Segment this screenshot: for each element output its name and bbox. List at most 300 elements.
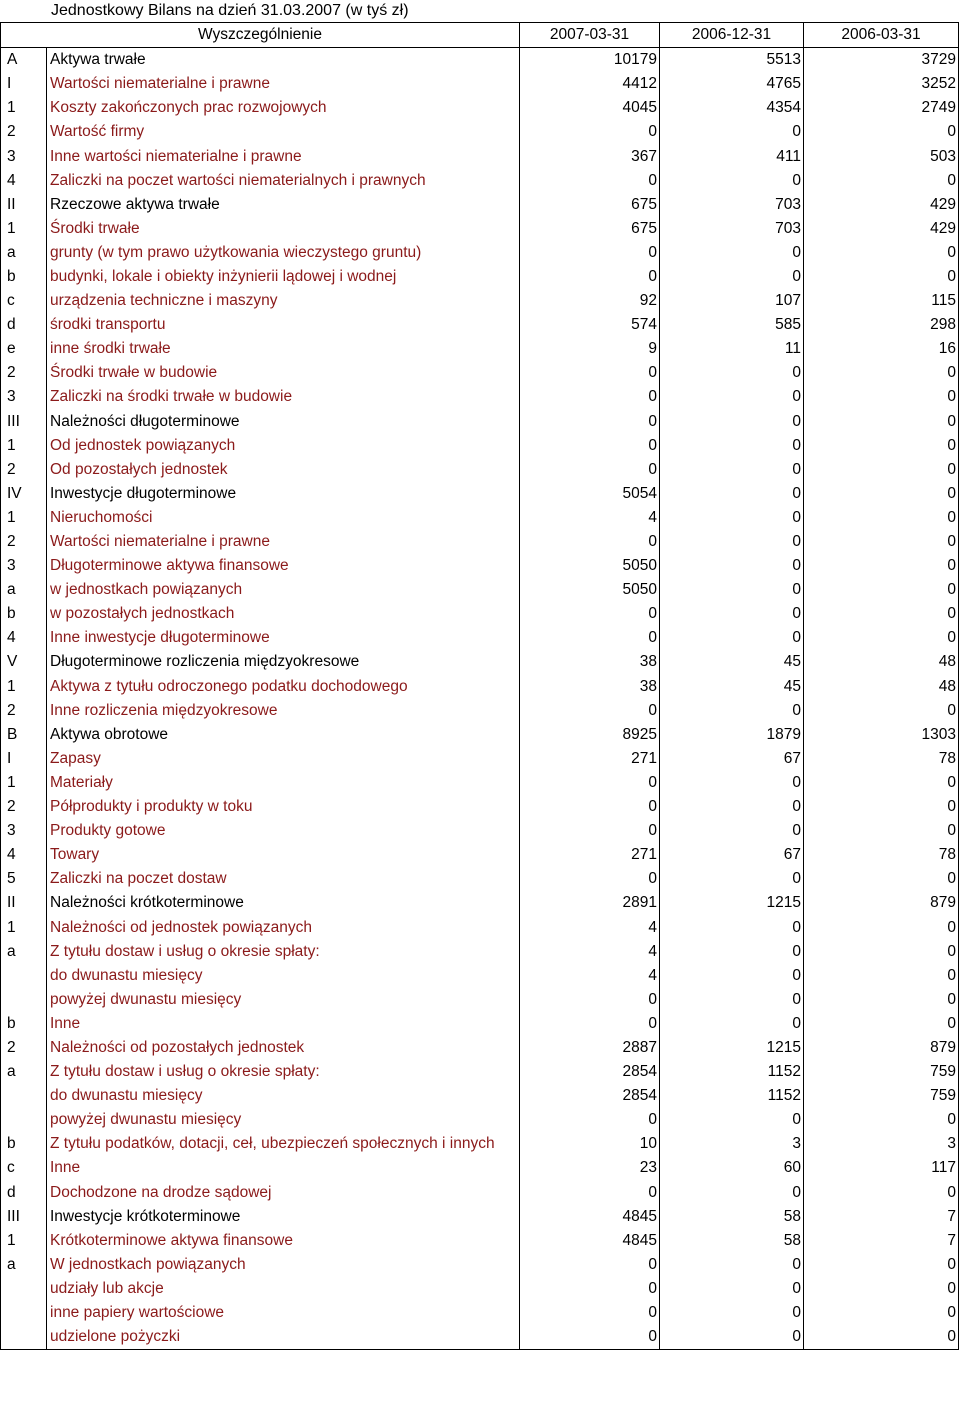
value-2007-03-31: 0 (520, 1181, 660, 1205)
table-row (1, 1325, 959, 1350)
row-label: urządzenia techniczne i maszyny (47, 289, 520, 313)
row-label: Długoterminowe aktywa finansowe (47, 554, 520, 578)
row-code (1, 1301, 47, 1325)
value-2006-03-31: 0 (804, 699, 959, 723)
row-label: Wartości niematerialne i prawne (47, 530, 520, 554)
row-label: Koszty zakończonych prac rozwojowych (47, 96, 520, 120)
value-2007-03-31: 0 (520, 530, 660, 554)
table-row (1, 1277, 959, 1301)
row-code: 4 (1, 843, 47, 867)
table-row (1, 915, 959, 939)
value-2006-12-31: 0 (660, 506, 804, 530)
row-code: a (1, 241, 47, 265)
value-2007-03-31: 2854 (520, 1084, 660, 1108)
row-code: 2 (1, 1036, 47, 1060)
table-row (1, 867, 959, 891)
value-2006-12-31: 1879 (660, 723, 804, 747)
row-label: Inwestycje krótkoterminowe (47, 1205, 520, 1229)
value-2007-03-31: 4845 (520, 1229, 660, 1253)
value-2007-03-31: 4 (520, 506, 660, 530)
value-2006-12-31: 0 (660, 434, 804, 458)
row-code: 3 (1, 554, 47, 578)
value-2007-03-31: 0 (520, 795, 660, 819)
row-label: powyżej dwunastu miesięcy (47, 1108, 520, 1132)
table-row (1, 723, 959, 747)
value-2006-03-31: 0 (804, 795, 959, 819)
value-2006-12-31: 1152 (660, 1084, 804, 1108)
value-2007-03-31: 4412 (520, 72, 660, 96)
value-2006-12-31: 0 (660, 867, 804, 891)
table-row (1, 193, 959, 217)
value-2007-03-31: 0 (520, 265, 660, 289)
value-2007-03-31: 675 (520, 193, 660, 217)
table-row (1, 1060, 959, 1084)
value-2007-03-31: 0 (520, 602, 660, 626)
value-2007-03-31: 4 (520, 915, 660, 939)
row-label: inne środki trwałe (47, 337, 520, 361)
value-2006-12-31: 58 (660, 1229, 804, 1253)
value-2006-12-31: 60 (660, 1156, 804, 1180)
row-label: Aktywa obrotowe (47, 723, 520, 747)
value-2007-03-31: 9 (520, 337, 660, 361)
value-2006-03-31: 115 (804, 289, 959, 313)
value-2006-03-31: 117 (804, 1156, 959, 1180)
value-2007-03-31: 8925 (520, 723, 660, 747)
value-2006-12-31: 0 (660, 241, 804, 265)
row-label: środki transportu (47, 313, 520, 337)
value-2007-03-31: 2854 (520, 1060, 660, 1084)
value-2006-12-31: 0 (660, 385, 804, 409)
value-2007-03-31: 5050 (520, 554, 660, 578)
table-row (1, 1181, 959, 1205)
table-row (1, 650, 959, 674)
value-2006-03-31: 0 (804, 602, 959, 626)
row-code: I (1, 747, 47, 771)
value-2006-03-31: 0 (804, 434, 959, 458)
value-2006-03-31: 78 (804, 843, 959, 867)
row-code (1, 1277, 47, 1301)
value-2007-03-31: 675 (520, 217, 660, 241)
balance-sheet-table (0, 22, 959, 1350)
row-code: c (1, 289, 47, 313)
table-row (1, 506, 959, 530)
row-code: 4 (1, 169, 47, 193)
table-row (1, 843, 959, 867)
row-label: grunty (w tym prawo użytkowania wieczystego gruntu) (47, 241, 520, 265)
table-row (1, 771, 959, 795)
value-2007-03-31: 0 (520, 626, 660, 650)
table-row (1, 169, 959, 193)
value-2006-03-31: 3252 (804, 72, 959, 96)
row-label: Półprodukty i produkty w toku (47, 795, 520, 819)
value-2006-12-31: 4354 (660, 96, 804, 120)
value-2006-12-31: 0 (660, 1325, 804, 1350)
value-2006-12-31: 0 (660, 1253, 804, 1277)
row-label: Inne inwestycje długoterminowe (47, 626, 520, 650)
row-code: a (1, 940, 47, 964)
table-row (1, 940, 959, 964)
value-2006-03-31: 0 (804, 867, 959, 891)
value-2007-03-31: 23 (520, 1156, 660, 1180)
row-label: Środki trwałe (47, 217, 520, 241)
row-code: 5 (1, 867, 47, 891)
value-2006-12-31: 0 (660, 554, 804, 578)
value-2006-12-31: 5513 (660, 48, 804, 73)
value-2006-03-31: 0 (804, 1108, 959, 1132)
value-2006-12-31: 45 (660, 675, 804, 699)
row-code: 1 (1, 217, 47, 241)
table-row (1, 1301, 959, 1325)
row-code: 2 (1, 361, 47, 385)
row-code (1, 1084, 47, 1108)
row-label: do dwunastu miesięcy (47, 1084, 520, 1108)
value-2006-03-31: 0 (804, 554, 959, 578)
value-2006-12-31: 0 (660, 1181, 804, 1205)
value-2006-03-31: 0 (804, 1301, 959, 1325)
row-label: Rzeczowe aktywa trwałe (47, 193, 520, 217)
row-code: 1 (1, 675, 47, 699)
table-row (1, 434, 959, 458)
value-2006-12-31: 0 (660, 964, 804, 988)
table-row (1, 241, 959, 265)
value-2006-12-31: 0 (660, 1301, 804, 1325)
row-code: b (1, 1012, 47, 1036)
row-code: 1 (1, 771, 47, 795)
value-2007-03-31: 0 (520, 1277, 660, 1301)
value-2007-03-31: 367 (520, 144, 660, 168)
value-2006-12-31: 0 (660, 120, 804, 144)
row-code: 3 (1, 144, 47, 168)
value-2007-03-31: 0 (520, 1253, 660, 1277)
row-label: Zaliczki na środki trwałe w budowie (47, 385, 520, 409)
value-2006-12-31: 0 (660, 169, 804, 193)
table-row (1, 48, 959, 73)
row-code: 1 (1, 1229, 47, 1253)
value-2007-03-31: 4045 (520, 96, 660, 120)
table-row (1, 675, 959, 699)
table-row (1, 72, 959, 96)
row-code: 2 (1, 530, 47, 554)
row-code: d (1, 1181, 47, 1205)
value-2006-12-31: 67 (660, 747, 804, 771)
value-2006-12-31: 0 (660, 482, 804, 506)
value-2006-03-31: 2749 (804, 96, 959, 120)
value-2006-03-31: 7 (804, 1229, 959, 1253)
value-2006-12-31: 4765 (660, 72, 804, 96)
value-2007-03-31: 0 (520, 120, 660, 144)
table-row (1, 313, 959, 337)
value-2006-12-31: 107 (660, 289, 804, 313)
value-2006-03-31: 0 (804, 915, 959, 939)
value-2006-03-31: 503 (804, 144, 959, 168)
table-row (1, 819, 959, 843)
value-2006-03-31: 0 (804, 410, 959, 434)
value-2007-03-31: 0 (520, 361, 660, 385)
row-code (1, 964, 47, 988)
row-code: b (1, 1132, 47, 1156)
row-code: I (1, 72, 47, 96)
value-2007-03-31: 2887 (520, 1036, 660, 1060)
row-label: Inne wartości niematerialne i prawne (47, 144, 520, 168)
row-code: 2 (1, 795, 47, 819)
value-2006-12-31: 0 (660, 915, 804, 939)
value-2007-03-31: 0 (520, 699, 660, 723)
header-date-2006-03-31: 2006-03-31 (804, 23, 959, 48)
value-2006-12-31: 0 (660, 699, 804, 723)
value-2006-03-31: 879 (804, 891, 959, 915)
row-label: udzielone pożyczki (47, 1325, 520, 1350)
value-2007-03-31: 0 (520, 867, 660, 891)
value-2006-12-31: 703 (660, 193, 804, 217)
value-2007-03-31: 271 (520, 747, 660, 771)
value-2007-03-31: 10 (520, 1132, 660, 1156)
value-2006-03-31: 0 (804, 1253, 959, 1277)
row-code: c (1, 1156, 47, 1180)
value-2006-03-31: 0 (804, 506, 959, 530)
row-label: Dochodzone na drodze sądowej (47, 1181, 520, 1205)
table-row (1, 795, 959, 819)
row-code: A (1, 48, 47, 73)
row-label: udziały lub akcje (47, 1277, 520, 1301)
value-2007-03-31: 0 (520, 988, 660, 1012)
row-code: 1 (1, 915, 47, 939)
value-2006-12-31: 1152 (660, 1060, 804, 1084)
row-label: Zaliczki na poczet wartości niematerialnych i prawnych (47, 169, 520, 193)
table-row (1, 699, 959, 723)
value-2006-12-31: 0 (660, 530, 804, 554)
row-label: Środki trwałe w budowie (47, 361, 520, 385)
value-2006-03-31: 3729 (804, 48, 959, 73)
value-2006-03-31: 0 (804, 458, 959, 482)
value-2006-03-31: 48 (804, 675, 959, 699)
row-label: Inwestycje długoterminowe (47, 482, 520, 506)
row-label: Krótkoterminowe aktywa finansowe (47, 1229, 520, 1253)
row-code: b (1, 602, 47, 626)
value-2006-12-31: 0 (660, 795, 804, 819)
table-row (1, 1205, 959, 1229)
value-2006-03-31: 1303 (804, 723, 959, 747)
value-2006-03-31: 759 (804, 1060, 959, 1084)
row-label: Z tytułu dostaw i usług o okresie spłaty: (47, 940, 520, 964)
row-code: 2 (1, 458, 47, 482)
row-code (1, 988, 47, 1012)
value-2006-12-31: 0 (660, 602, 804, 626)
row-label: Zapasy (47, 747, 520, 771)
table-row (1, 1084, 959, 1108)
header-description: Wyszczególnienie (1, 23, 520, 48)
value-2006-03-31: 0 (804, 385, 959, 409)
table-row (1, 1036, 959, 1060)
value-2006-12-31: 0 (660, 361, 804, 385)
row-label: Z tytułu dostaw i usług o okresie spłaty: (47, 1060, 520, 1084)
value-2006-03-31: 0 (804, 626, 959, 650)
value-2006-12-31: 58 (660, 1205, 804, 1229)
row-code: b (1, 265, 47, 289)
value-2006-03-31: 0 (804, 940, 959, 964)
value-2006-03-31: 298 (804, 313, 959, 337)
value-2006-12-31: 0 (660, 410, 804, 434)
value-2007-03-31: 10179 (520, 48, 660, 73)
row-label: w jednostkach powiązanych (47, 578, 520, 602)
row-code: d (1, 313, 47, 337)
row-label: Inne (47, 1156, 520, 1180)
value-2006-03-31: 0 (804, 530, 959, 554)
row-label: Z tytułu podatków, dotacji, ceł, ubezpieczeń społecznych i innych (47, 1132, 520, 1156)
value-2007-03-31: 38 (520, 675, 660, 699)
value-2007-03-31: 0 (520, 169, 660, 193)
row-code: 2 (1, 120, 47, 144)
value-2007-03-31: 271 (520, 843, 660, 867)
row-code: IV (1, 482, 47, 506)
row-label: do dwunastu miesięcy (47, 964, 520, 988)
table-row (1, 458, 959, 482)
value-2007-03-31: 0 (520, 819, 660, 843)
row-label: Wartość firmy (47, 120, 520, 144)
table-row (1, 1012, 959, 1036)
value-2006-12-31: 0 (660, 1012, 804, 1036)
table-row (1, 120, 959, 144)
value-2006-12-31: 703 (660, 217, 804, 241)
row-label: Aktywa z tytułu odroczonego podatku dochodowego (47, 675, 520, 699)
value-2006-03-31: 0 (804, 482, 959, 506)
table-row (1, 1108, 959, 1132)
value-2006-12-31: 45 (660, 650, 804, 674)
value-2006-12-31: 0 (660, 940, 804, 964)
value-2006-03-31: 0 (804, 1181, 959, 1205)
row-label: Od pozostałych jednostek (47, 458, 520, 482)
row-code (1, 1325, 47, 1350)
value-2006-03-31: 429 (804, 217, 959, 241)
table-row (1, 530, 959, 554)
row-label: Materiały (47, 771, 520, 795)
row-label: Produkty gotowe (47, 819, 520, 843)
row-label: Wartości niematerialne i prawne (47, 72, 520, 96)
row-label: Inne rozliczenia międzyokresowe (47, 699, 520, 723)
value-2006-03-31: 16 (804, 337, 959, 361)
row-code: II (1, 193, 47, 217)
value-2007-03-31: 4 (520, 964, 660, 988)
value-2007-03-31: 0 (520, 410, 660, 434)
value-2007-03-31: 0 (520, 1012, 660, 1036)
row-label: inne papiery wartościowe (47, 1301, 520, 1325)
table-row (1, 1253, 959, 1277)
row-code (1, 1108, 47, 1132)
table-row (1, 361, 959, 385)
table-row (1, 1156, 959, 1180)
value-2007-03-31: 0 (520, 434, 660, 458)
row-code: 1 (1, 506, 47, 530)
row-label: budynki, lokale i obiekty inżynierii lądowej i wodnej (47, 265, 520, 289)
row-code: 1 (1, 96, 47, 120)
table-row (1, 747, 959, 771)
value-2006-12-31: 67 (660, 843, 804, 867)
value-2007-03-31: 0 (520, 385, 660, 409)
table-row (1, 602, 959, 626)
row-label: Należności od pozostałych jednostek (47, 1036, 520, 1060)
value-2006-12-31: 1215 (660, 1036, 804, 1060)
value-2006-12-31: 1215 (660, 891, 804, 915)
row-code: 1 (1, 434, 47, 458)
value-2007-03-31: 574 (520, 313, 660, 337)
table-row (1, 96, 959, 120)
value-2006-03-31: 0 (804, 265, 959, 289)
row-label: Należności długoterminowe (47, 410, 520, 434)
value-2007-03-31: 4 (520, 940, 660, 964)
table-body (1, 48, 959, 1350)
value-2006-03-31: 879 (804, 1036, 959, 1060)
value-2006-12-31: 0 (660, 819, 804, 843)
value-2006-03-31: 0 (804, 1325, 959, 1350)
value-2006-12-31: 585 (660, 313, 804, 337)
header-date-2007-03-31: 2007-03-31 (520, 23, 660, 48)
value-2007-03-31: 2891 (520, 891, 660, 915)
row-code: a (1, 1060, 47, 1084)
table-row (1, 1229, 959, 1253)
row-label: Od jednostek powiązanych (47, 434, 520, 458)
row-label: Inne (47, 1012, 520, 1036)
row-label: Towary (47, 843, 520, 867)
table-row (1, 410, 959, 434)
table-row (1, 554, 959, 578)
table-row (1, 626, 959, 650)
table-row (1, 964, 959, 988)
table-row (1, 144, 959, 168)
value-2006-03-31: 48 (804, 650, 959, 674)
table-row (1, 988, 959, 1012)
header-date-2006-12-31: 2006-12-31 (660, 23, 804, 48)
value-2007-03-31: 5054 (520, 482, 660, 506)
row-code: III (1, 1205, 47, 1229)
value-2006-12-31: 0 (660, 626, 804, 650)
table-row (1, 217, 959, 241)
value-2006-12-31: 411 (660, 144, 804, 168)
row-code: III (1, 410, 47, 434)
value-2006-03-31: 78 (804, 747, 959, 771)
value-2006-03-31: 0 (804, 819, 959, 843)
value-2007-03-31: 0 (520, 771, 660, 795)
value-2006-03-31: 0 (804, 771, 959, 795)
table-row (1, 578, 959, 602)
value-2007-03-31: 38 (520, 650, 660, 674)
value-2007-03-31: 0 (520, 1108, 660, 1132)
value-2006-03-31: 0 (804, 988, 959, 1012)
value-2006-12-31: 0 (660, 1277, 804, 1301)
value-2006-03-31: 0 (804, 1277, 959, 1301)
value-2007-03-31: 0 (520, 1325, 660, 1350)
row-code: II (1, 891, 47, 915)
value-2006-03-31: 0 (804, 964, 959, 988)
row-code: 4 (1, 626, 47, 650)
value-2006-12-31: 0 (660, 771, 804, 795)
row-label: Nieruchomości (47, 506, 520, 530)
row-label: powyżej dwunastu miesięcy (47, 988, 520, 1012)
value-2006-03-31: 0 (804, 1012, 959, 1036)
row-code: 2 (1, 699, 47, 723)
table-row (1, 289, 959, 313)
document-title: Jednostkowy Bilans na dzień 31.03.2007 (w tyś zł) (51, 2, 409, 19)
row-label: Zaliczki na poczet dostaw (47, 867, 520, 891)
value-2006-12-31: 0 (660, 458, 804, 482)
value-2006-12-31: 0 (660, 988, 804, 1012)
row-label: Aktywa trwałe (47, 48, 520, 73)
table-row (1, 265, 959, 289)
table-row (1, 337, 959, 361)
row-label: Należności od jednostek powiązanych (47, 915, 520, 939)
value-2006-03-31: 0 (804, 361, 959, 385)
table-header-row (1, 23, 959, 48)
row-code: V (1, 650, 47, 674)
value-2006-03-31: 429 (804, 193, 959, 217)
